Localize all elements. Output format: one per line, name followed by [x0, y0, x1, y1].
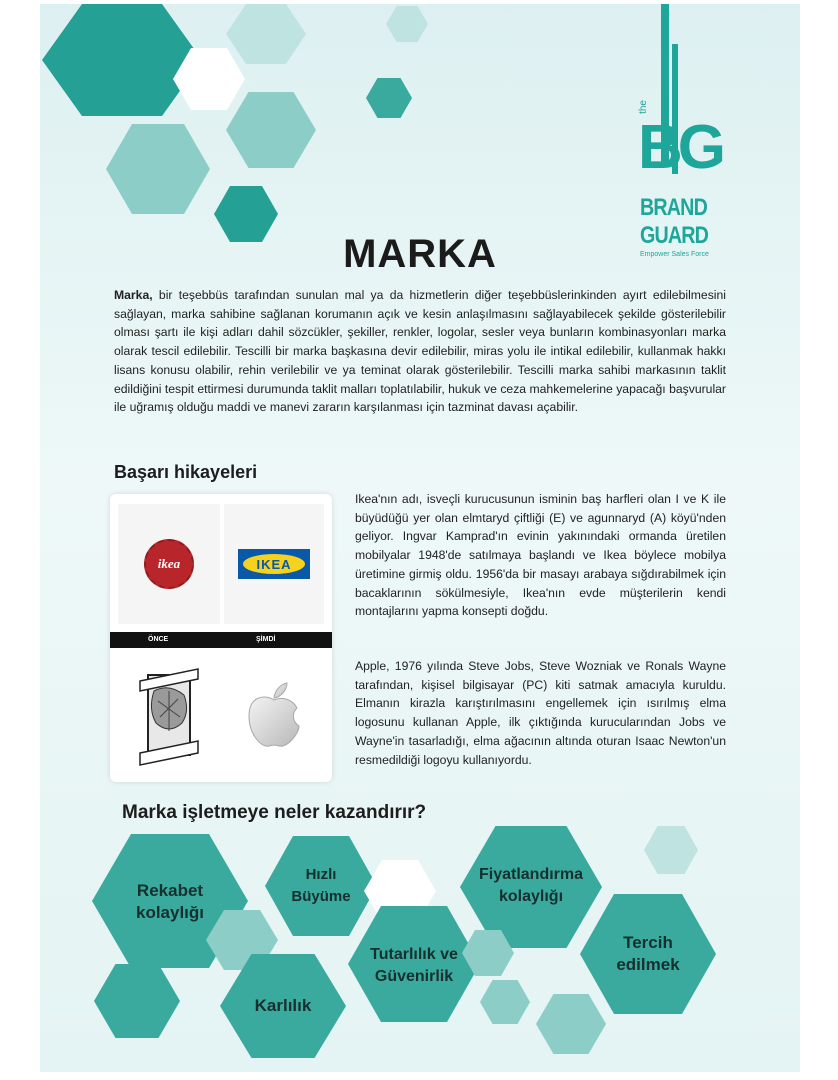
before-now-bar — [110, 632, 332, 648]
ikea-old-logo-text: ikea — [157, 556, 181, 571]
ikea-story: Ikea'nın adı, isveçli kurucusunun isminin baş harfleri olan I ve K ile büyüdüğü yer olan elmtaryd çiftliği (E) ve agunnaryd (A) köyü'nden geliyor. Ingvar Kamprad'ın evinin yakınındaki ormanda üretilen mobilyalar 1948'de satılmaya başlandı ve Ikea böylece mobilya üretimine girmiş oldu. 1956'da bir masayı arabaya sığdırabilmek için bacaklarının sökülmesiyle, Ikea'nın evde müşterilerin kendi montajlarını yapma konsepti doğdu. — [355, 492, 726, 619]
logo-the: the — [638, 100, 649, 114]
benefit-tercih-label: Tercih edilmek — [616, 933, 680, 974]
logo-brand: BRAND — [640, 194, 707, 221]
ikea-new-logo-oval — [243, 554, 305, 574]
benefit-rekabet-label: Rekabet kolaylığı — [135, 881, 205, 922]
intro-paragraph — [114, 286, 726, 417]
benefit-fiyat-label: Fiyatlandırma kolaylığı — [478, 866, 584, 905]
apple-new-logo-cell — [224, 656, 324, 774]
benefit-tutarlilik-label: Tutarlılık ve Güvenirlik — [370, 946, 458, 985]
decor-hexagon — [226, 4, 306, 64]
before-label: ÖNCE — [148, 636, 169, 643]
apple-logo-icon — [243, 680, 305, 750]
intro-bold-term: Marka, — [114, 288, 153, 302]
decor-hexagon — [536, 994, 606, 1054]
intro-text: bir teşebbüs tarafından sunulan mal ya da hizmetlerin diğer teşebbüslerinkinden ayırt edilebilmesini sağlayan, marka sahibine sağlanan korumanın açık ve kesin anlaşılmasını sağlayabilecek şekilde gösterilebilir olması şartı ile kişi adları dahil sözcükler, şekiller, renkler, logolar, sesler veya bunların kombinasyonları marka olarak tescil edilebilir. Tescilli bir marka başkasına devir edilebilir, miras yolu ile intikal edilebilir, kullanmak hakkı lisans konusu olabilir, rehin verilebilir ve ya teminat olarak gösterilebilir. Tescilli marka sahibi markasının taklit edildiğini tespit ettirmesi durumunda taklit malları toplatılabilir, hukuk ve ceza mahkemelerine yapacağı başvurular ile uğramış olduğu maddi ve manevi zararın karşılanması için tazminat davası açabilir. — [114, 288, 726, 415]
logo-guard: GUARD — [640, 222, 709, 249]
ikea-new-logo-cell — [224, 504, 324, 624]
success-heading: Başarı hikayeleri — [114, 462, 258, 482]
page-title: MARKA — [343, 232, 497, 276]
decor-hexagon — [106, 124, 210, 214]
ikea-old-logo — [144, 539, 194, 589]
now-label: ŞİMDİ — [256, 636, 276, 643]
decor-hexagon — [480, 980, 530, 1024]
logo-comparison-card — [110, 494, 332, 782]
brochure-page — [40, 4, 800, 1072]
decor-hexagon — [42, 4, 202, 116]
apple-story: Apple, 1976 yılında Steve Jobs, Steve Wozniak ve Ronals Wayne tarafından, kişisel bilgisayar (PC) kiti satmak amacıyla kuruldu. Elmanın kirazla karıştırılmasını engellemek için ısırılmış elma logosunu kullanan Apple, ilk çıktığında kurucularından Jobs ve Wayne'in tasarladığı, elma ağacının altında oturan Isaac Newton'un resmedildiği logoyu kullanıyordu. — [355, 659, 726, 767]
benefit-hizli-label: Hızlı Büyüme — [291, 866, 351, 905]
logo-tagline: Empower Sales Force — [640, 251, 709, 258]
ikea-old-logo-cell — [118, 504, 220, 624]
benefit-karlilik-label: Karlılık — [254, 996, 312, 1015]
decor-hexagon — [644, 826, 698, 874]
ikea-new-logo-text: IKEA — [256, 556, 292, 572]
decor-hexagon — [226, 92, 316, 168]
decor-hexagon — [366, 78, 412, 118]
decor-hexagon — [94, 964, 180, 1038]
logo-initials: BG — [638, 113, 721, 182]
apple-old-logo — [134, 661, 204, 769]
decor-hexagon — [386, 6, 428, 42]
ikea-new-logo — [238, 549, 310, 579]
apple-old-logo-cell — [118, 656, 220, 774]
benefits-heading: Marka işletmeye neler kazandırır? — [122, 802, 427, 823]
